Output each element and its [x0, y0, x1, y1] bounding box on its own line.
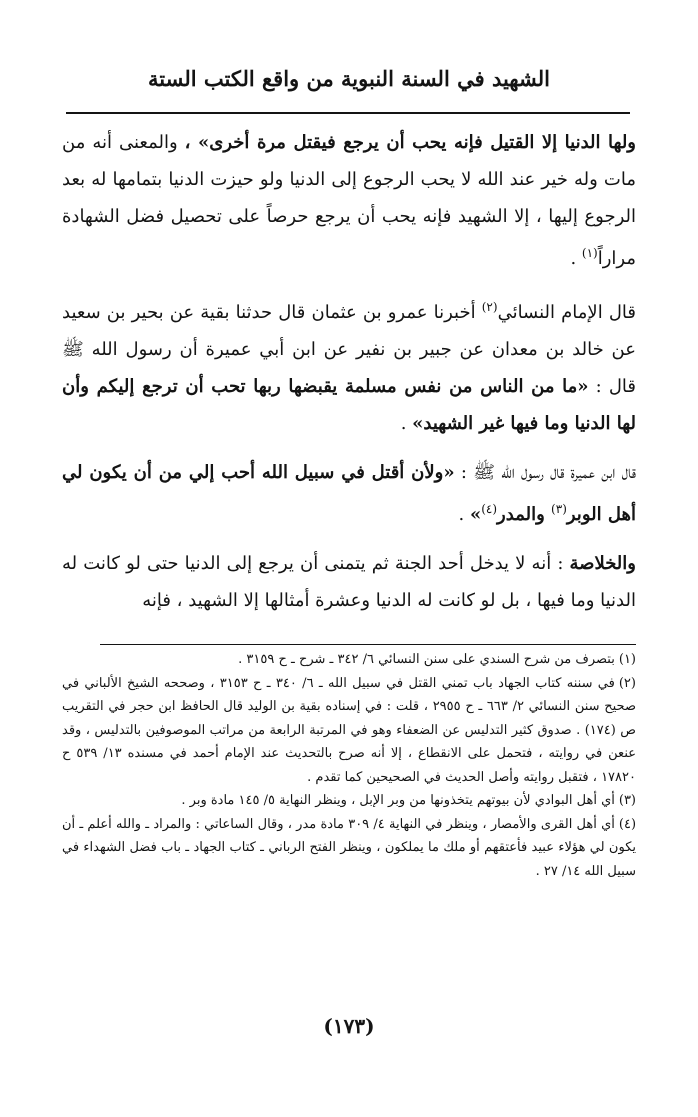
footnote-ref-4[interactable]: (٤) — [481, 502, 498, 516]
footnotes — [62, 648, 636, 883]
hadith-ending: ولها الدنيا إلا القتيل فإنه يحب أن يرجع فيقتل مرة أخرى» ، — [184, 132, 636, 153]
paragraph-2 — [62, 289, 636, 442]
footnote-3 — [62, 789, 636, 813]
hadith-text-1: «ما من الناس من نفس مسلمة يقبضها ربها تحب أن ترجع إليكم وأن لها الدنيا وما فيها غير الشهيد» — [62, 376, 636, 434]
hadith-text-2b: والمدر — [497, 504, 552, 525]
footnote-1 — [62, 648, 636, 672]
footnote-3-text: أي أهل البوادي لأن بيوتهم يتخذونها من وبر الإبل ، وينظر النهاية ٥/ ١٤٥ مادة وبر . — [181, 793, 615, 808]
footnote-2-number: (٢) — [618, 675, 636, 691]
hadith-text-2a: «ولأن أقتل في سبيل الله أحب إلي من أن يكون لي أهل الوبر — [62, 462, 636, 525]
paragraph-4 — [62, 545, 636, 619]
paragraph-3 — [62, 454, 636, 533]
hadith-text-2c: » — [469, 504, 482, 525]
footnote-4 — [62, 813, 636, 884]
footnote-4-text: أي أهل القرى والأمصار ، وينظر في النهاية ٤/ ٣٠٩ مادة مدر ، وقال الساعاتي : والمراد ـ والله أعلم ـ أن يكون لي هؤلاء عبيد فأعتقهم أو ملك ما يملكون ، وينظر الفتح الرباني ـ كتاب الجهاد ـ باب فضل الشهداء في سبيل الله ١٤/ ٢٧ . — [62, 816, 636, 879]
paragraph-1 — [62, 124, 636, 277]
paragraph-2-chain: أخبرنا عمرو بن عثمان قال حدثنا بقية عن بحير بن سعيد عن خالد بن معدان عن جبير بن نفير عن ابن أبي عميرة أن رسول الله ﷺ قال : — [62, 302, 637, 397]
footnote-2-text: في سننه كتاب الجهاد باب تمني القتل في سبيل الله ـ ٦/ ٣٤٠ ـ ح ٣١٥٣ ، وصححه الشيخ الألباني في صحيح سنن النسائي ٢/ ٦٦٣ ـ ح ٢٩٥٥ ، قلت : في إسناده بقية بن الوليد قال الحافظ ابن حجر في التقريب ص (١٧٤) . صدوق كثير التدليس عن الضعفاء وهو في المرتبة الرابعة من مراتب الموصوفين بالتدليس ، وقد عنعن في روايته ، فتحمل على الانقطاع ، إلا أنه صرح بالتحديث عند الإمام أحمد في مسنده ١٣/ ٥٣٩ ح ١٧٨٢٠ ، فتقبل روايته وأصل الحديث في الصحيحين كما تقدم . — [62, 675, 637, 785]
footnote-ref-2[interactable]: (٢) — [481, 300, 498, 314]
running-header: الشهيد في السنة النبوية من واقع الكتب الستة — [148, 66, 550, 91]
paragraph-3-intro: قال ابن عميرة قال رسول الله ﷺ : — [454, 462, 637, 483]
footnote-ref-1[interactable]: (١) — [581, 246, 598, 260]
footnote-1-text: بتصرف من شرح السندي على سنن النسائي ٦/ ٣٤٢ ـ شرح ـ ح ٣١٥٩ . — [238, 652, 615, 667]
conclusion-label: والخلاصة — [569, 553, 636, 574]
page-number: (١٧٣) — [323, 1014, 375, 1038]
footnote-3-number: (٣) — [618, 793, 636, 808]
main-text — [62, 124, 636, 619]
footnote-ref-3[interactable]: (٣) — [551, 502, 567, 516]
footnote-divider — [100, 644, 636, 645]
header-divider — [66, 112, 630, 114]
paragraph-1-end: . — [570, 248, 582, 269]
footnote-1-number: (١) — [618, 652, 636, 667]
paragraph-4-text: : أنه لا يدخل أحد الجنة ثم يتمنى أن يرجع إلى الدنيا حتى لو كانت له الدنيا وما فيها ، بل لو كانت له الدنيا وعشرة أمثالها إلا الشهيد ، فإنه — [62, 553, 636, 611]
paragraph-2-intro: قال الإمام النسائي — [497, 302, 636, 323]
paragraph-1-text: والمعنى أنه من مات وله خير عند الله لا يحب الرجوع إلى الدنيا ولو حيزت الدنيا بتمامها له بعد الرجوع إليها ، إلا الشهيد فإنه يحب أن يرجع حرصاً على تحصيل فضل الشهادة مراراً — [62, 132, 636, 269]
footnote-4-number: (٤) — [618, 816, 637, 832]
footnote-2 — [62, 672, 636, 790]
paragraph-2-end: . — [400, 413, 413, 434]
paragraph-3-end: . — [458, 504, 470, 525]
